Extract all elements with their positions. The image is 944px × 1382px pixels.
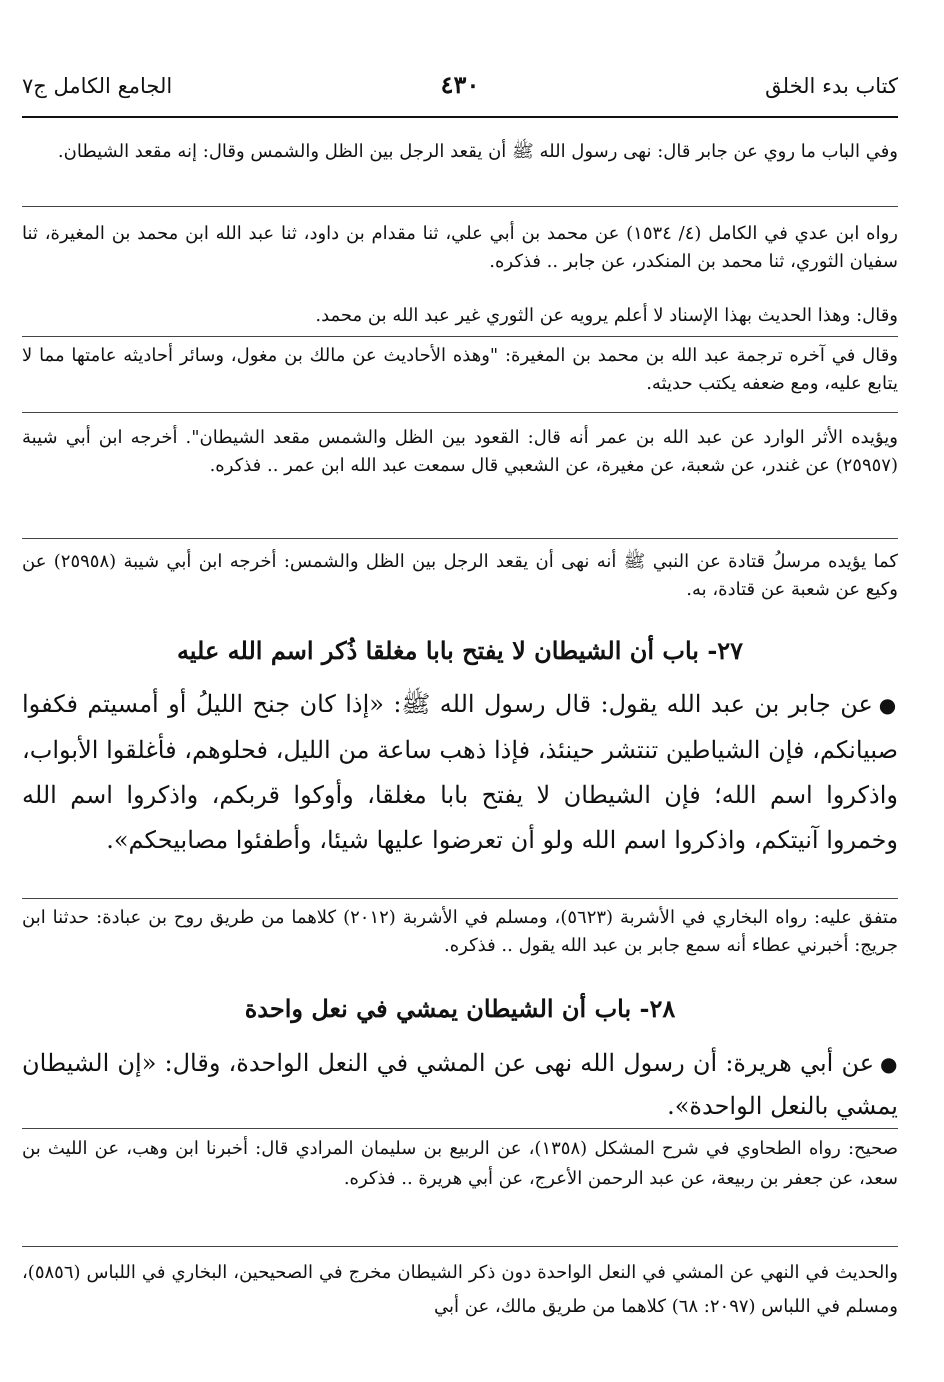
paragraph-separator [22, 1246, 898, 1247]
chapter-28-note [22, 1256, 898, 1324]
chapter-27-takhrij [22, 904, 898, 960]
paragraph-1 [22, 138, 898, 166]
book-section-title: كتاب بدء الخلق [765, 74, 898, 98]
bullet-icon: ● [878, 693, 899, 717]
paragraph-text: رواه ابن عدي في الكامل (٤/ ١٥٣٤) عن محمد بن أبي علي، ثنا مقدام بن داود، ثنا عبد الله ابن محمد بن المغيرة، ثنا سفيان الثوري، ثنا محمد بن المنكدر، عن جابر .. فذكره. [22, 223, 898, 272]
paragraph-text: ويؤيده الأثر الوارد عن عبد الله بن عمر أنه قال: القعود بين الظل والشمس مقعد الشيطان". أخرجه ابن أبي شيبة (٢٥٩٥٧) عن غندر، عن شعبة، عن مغيرة، عن الشعبي قال سمعت عبد الله ابن عمر .. فذكره. [22, 427, 898, 476]
hadith-body: عن أبي هريرة: أن رسول الله نهى عن المشي في النعل الواحدة، وقال: «إن الشيطان يمشي بالنعل الواحدة». [22, 1049, 898, 1120]
paragraph-separator [22, 1128, 898, 1129]
paragraph-2 [22, 220, 898, 276]
paragraph-separator [22, 538, 898, 539]
paragraph-separator [22, 336, 898, 337]
paragraph-text: كما يؤيده مرسلُ قتادة عن النبي ﷺ أنه نهى أن يقعد الرجل بين الظل والشمس: أخرجه ابن أبي شيبة (٢٥٩٥٨) عن وكيع عن شعبة عن قتادة، به. [22, 551, 898, 600]
paragraph-separator [22, 412, 898, 413]
chapter-28-title: ٢٨- باب أن الشيطان يمشي في نعل واحدة [244, 994, 676, 1023]
chapter-27-hadith [22, 682, 898, 863]
paragraph-3 [22, 302, 898, 330]
note-text: والحديث في النهي عن المشي في النعل الواحدة دون ذكر الشيطان مخرج في الصحيحين، البخاري في اللباس (٥٨٥٦)، ومسلم في اللباس (٢٠٩٧: ٦٨) كلاهما من طريق مالك، عن أبي [22, 1262, 898, 1317]
paragraph-separator [22, 206, 898, 207]
page-number: ٤٣٠ [440, 70, 480, 99]
hadith-body: عن جابر بن عبد الله يقول: قال رسول الله ﷺ: «إذا كان جنح الليلُ أو أمسيتم فكفوا صبيانكم، فإن الشياطين تنتشر حينئذ، فإذا ذهب ساعة من الليل، فحلوهم، فأغلقوا الأبواب، واذكروا اسم الله؛ فإن الشيطان لا يفتح بابا مغلقا، وأوكوا قربكم، واذكروا اسم الله وخمروا آنيتكم، واذكروا اسم الله ولو أن تعرضوا عليها شيئا، وأطفئوا مصابيحكم». [22, 690, 898, 854]
takhrij-text: صحيح: رواه الطحاوي في شرح المشكل (١٣٥٨)، عن الربيع بن سليمان المرادي قال: أخبرنا ابن وهب، عن الليث بن سعد، عن جعفر بن ربيعة، عن عبد الرحمن الأعرج، عن أبي هريرة .. فذكره. [22, 1138, 898, 1189]
paragraph-text: وفي الباب ما روي عن جابر قال: نهى رسول الله ﷺ أن يقعد الرجل بين الظل والشمس وقال: إنه مقعد الشيطان. [57, 141, 898, 162]
chapter-28-hadith [22, 1042, 898, 1127]
volume-title: الجامع الكامل ج٧ [22, 74, 173, 98]
hadith-text [22, 1042, 898, 1127]
bullet-icon: ● [880, 1052, 898, 1076]
paragraph-5 [22, 424, 898, 480]
paragraph-4 [22, 342, 898, 398]
paragraph-text: وقال في آخره ترجمة عبد الله بن محمد بن المغيرة: "وهذه الأحاديث عن مالك بن مغول، وسائر أحاديثه عامتها مما لا يتابع عليه، ومع ضعفه يكتب حديثه. [22, 345, 898, 394]
paragraph-text: وقال: وهذا الحديث بهذا الإسناد لا أعلم يرويه عن الثوري غير عبد الله بن محمد. [315, 305, 898, 326]
paragraph-separator [22, 898, 898, 899]
chapter-27-title: ٢٧- باب أن الشيطان لا يفتح بابا مغلقا ذُكر اسم الله عليه [176, 636, 744, 665]
takhrij-text: متفق عليه: رواه البخاري في الأشربة (٥٦٢٣)، ومسلم في الأشربة (٢٠١٢) كلاهما من طريق روح بن عبادة: حدثنا ابن جريج: أخبرني عطاء أنه سمع جابر بن عبد الله يقول .. فذكره. [22, 907, 899, 956]
hadith-text [22, 682, 898, 863]
header-rule [22, 116, 898, 118]
paragraph-6 [22, 548, 898, 604]
page-header [22, 0, 898, 118]
book-page [22, 0, 899, 1317]
chapter-28-takhrij [22, 1134, 898, 1194]
